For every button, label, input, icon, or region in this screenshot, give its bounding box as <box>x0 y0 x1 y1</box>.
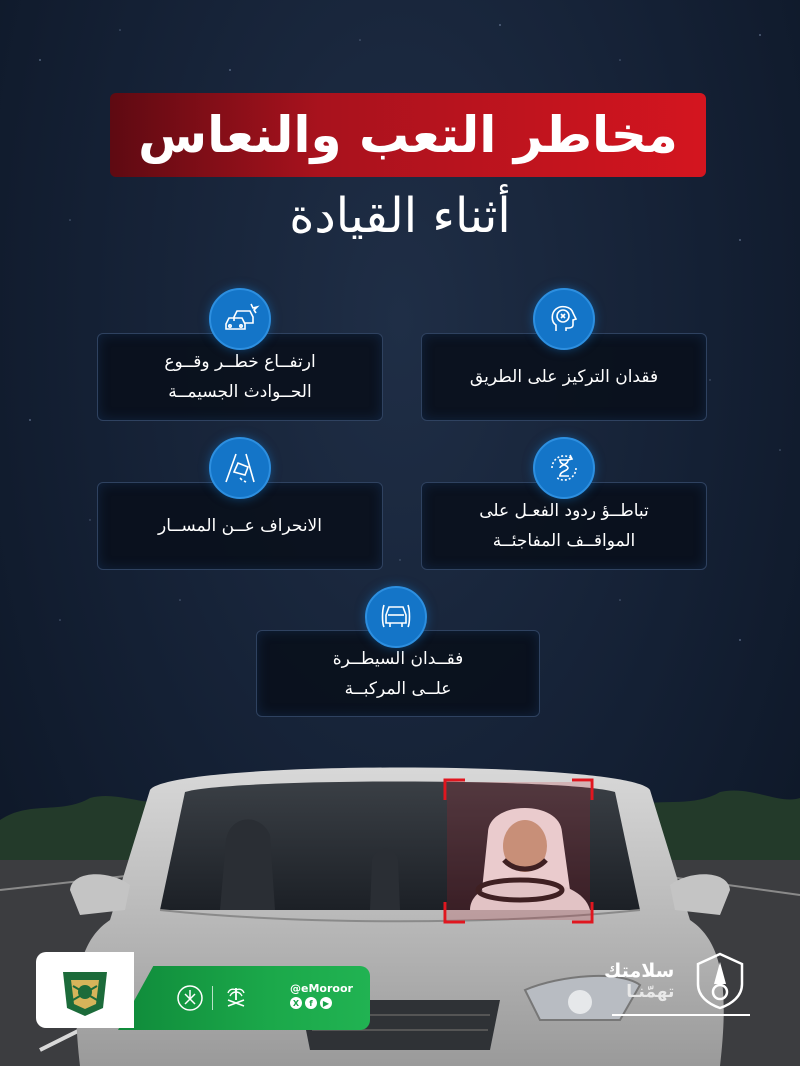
hourglass-icon <box>533 437 595 499</box>
card-text: فقــدان السيطــرة علــى المركبــة <box>332 648 464 699</box>
social-icons <box>290 997 332 1009</box>
slogan-line-2: تهمّنـا <box>626 982 675 1002</box>
title-banner <box>110 93 706 177</box>
x-icon[interactable]: X <box>290 997 302 1009</box>
footer-divider <box>212 986 213 1010</box>
car-swerve-icon <box>209 437 271 499</box>
ministry-emblem-icon <box>176 984 204 1012</box>
card-text: فقدان التركيز على الطريق <box>469 367 659 387</box>
traffic-police-emblem-icon <box>55 962 115 1018</box>
facebook-icon[interactable]: f <box>305 997 317 1009</box>
head-target-icon <box>533 288 595 350</box>
footer-logo-panel <box>36 952 134 1028</box>
slogan <box>604 960 674 1002</box>
card-text: تباطــؤ ردود الفعـل على المواقــف المفاجئــة <box>479 501 649 551</box>
safety-shield-icon <box>692 950 748 1010</box>
social-handle[interactable]: @eMoroor <box>290 982 353 995</box>
car-lanes-icon <box>365 586 427 648</box>
slogan-line-1: سلامتك <box>604 960 675 982</box>
card-text: الانحراف عــن المســار <box>158 516 322 536</box>
card-text: ارتفــاع خطــر وقــوع الحــوادث الجسيمــة <box>164 352 316 402</box>
palm-swords-emblem-icon <box>222 984 250 1012</box>
page-title: مخاطر التعب والنعاس <box>138 106 678 164</box>
slogan-underline <box>612 1014 750 1016</box>
car-crash-icon <box>209 288 271 350</box>
page-subtitle: أثناء القيادة <box>289 188 511 244</box>
youtube-icon[interactable]: ▶ <box>320 997 332 1009</box>
